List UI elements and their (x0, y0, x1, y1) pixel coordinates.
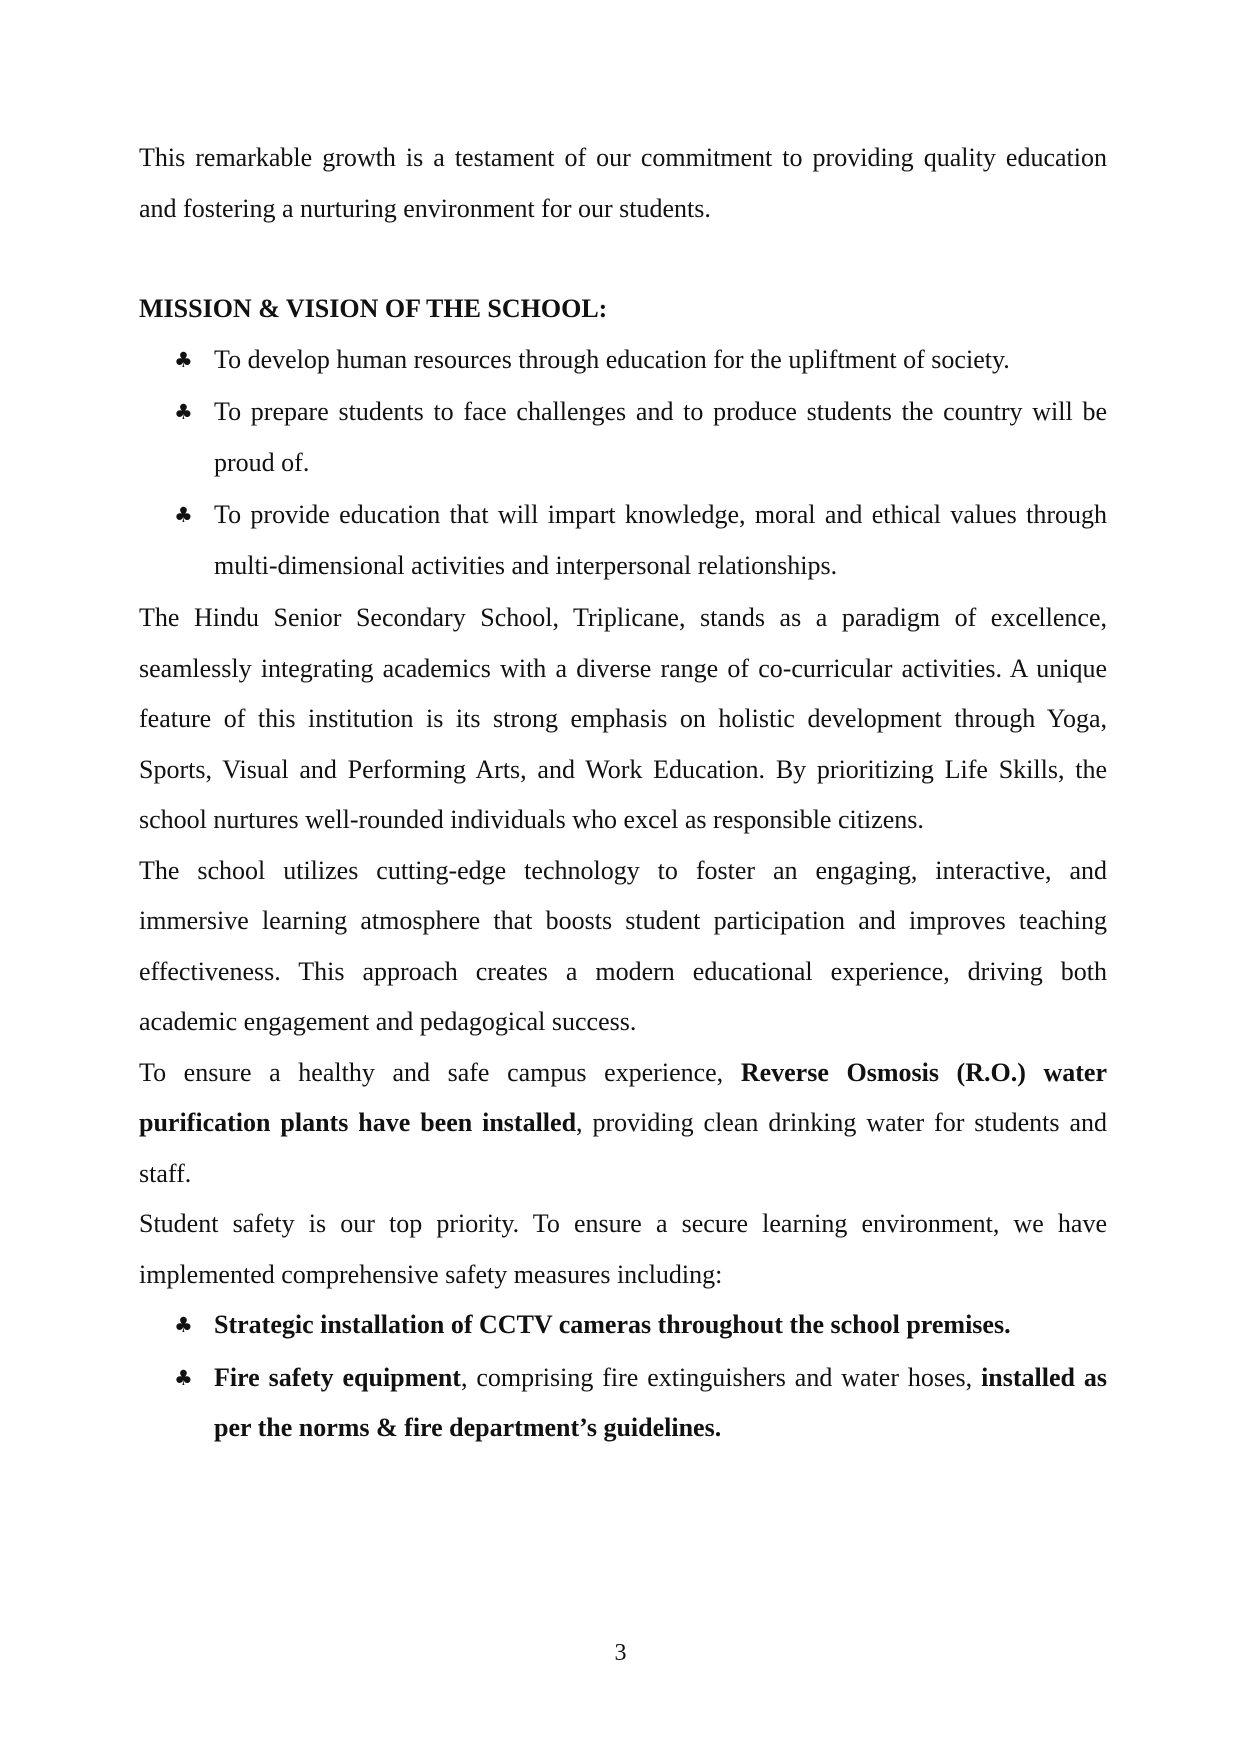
water-text-prefix: To ensure a healthy and safe campus experience, (139, 1057, 741, 1087)
club-bullet-icon: ♣ (174, 347, 193, 372)
club-bullet-icon: ♣ (174, 1313, 193, 1337)
technology-paragraph: The school utilizes cutting-edge technology to foster an engaging, interactive, and immersive learning atmosphere that boosts student participation and improves teaching effectiveness. This approach creates a modern educational experience, driving both academic engagement and pedagogical success. (139, 855, 1107, 1036)
list-item (174, 335, 1107, 386)
section-spacer (139, 234, 1107, 284)
water-text-suffix: , providing clean drinking water for students and staff. (139, 1108, 1108, 1188)
list-item-text: To develop human resources through education for the upliftment of society. (214, 344, 1010, 374)
fire-text-regular: , comprising fire extinguishers and water hoses, (460, 1362, 982, 1392)
safety-intro-paragraph: Student safety is our top priority. To ensure a secure learning environment, we have implemented comprehensive safety measures including: (139, 1209, 1107, 1289)
page-number: 3 (614, 1640, 627, 1666)
mission-list (139, 335, 1107, 592)
water-paragraph (139, 1048, 1107, 1200)
holistic-paragraph: The Hindu Senior Secondary School, Triplicane, stands as a paradigm of excellence, seamlessly integrating academics with a diverse range of co-curricular activities. A unique feature of this institution is its strong emphasis on holistic development through Yoga, Sports, Visual and Performing Arts, and Work Education. By prioritizing Life Skills, the school nurtures well-rounded individuals who excel as responsible citizens. (139, 603, 1107, 834)
mission-heading: MISSION & VISION OF THE SCHOOL: (139, 294, 608, 323)
list-item-text: To prepare students to face challenges and to produce students the country will be proud of. (214, 397, 1107, 477)
fire-text-bold-tail: installed as per the norms & fire department’s guidelines. (214, 1362, 1107, 1442)
intro-paragraph: This remarkable growth is a testament of our commitment to providing quality education and fostering a nurturing environment for our students. (139, 143, 1107, 223)
list-item (174, 1353, 1107, 1454)
water-text-bold: Reverse Osmosis (R.O.) water purification plants have been installed (139, 1057, 1107, 1137)
cctv-text: Strategic installation of CCTV cameras throughout the school premises. (214, 1310, 1011, 1339)
safety-list (139, 1300, 1107, 1454)
club-bullet-icon: ♣ (174, 400, 193, 424)
list-item (174, 490, 1107, 591)
list-item (174, 387, 1107, 488)
list-item (174, 1300, 1107, 1351)
page-content (139, 133, 1107, 1456)
club-bullet-icon: ♣ (174, 503, 193, 527)
club-bullet-icon: ♣ (174, 1365, 193, 1390)
list-item-text: To provide education that will impart knowledge, moral and ethical values through multi-dimensional activities and interpersonal relationships. (214, 500, 1107, 580)
fire-text-bold-lead: Fire safety equipment (214, 1362, 461, 1392)
